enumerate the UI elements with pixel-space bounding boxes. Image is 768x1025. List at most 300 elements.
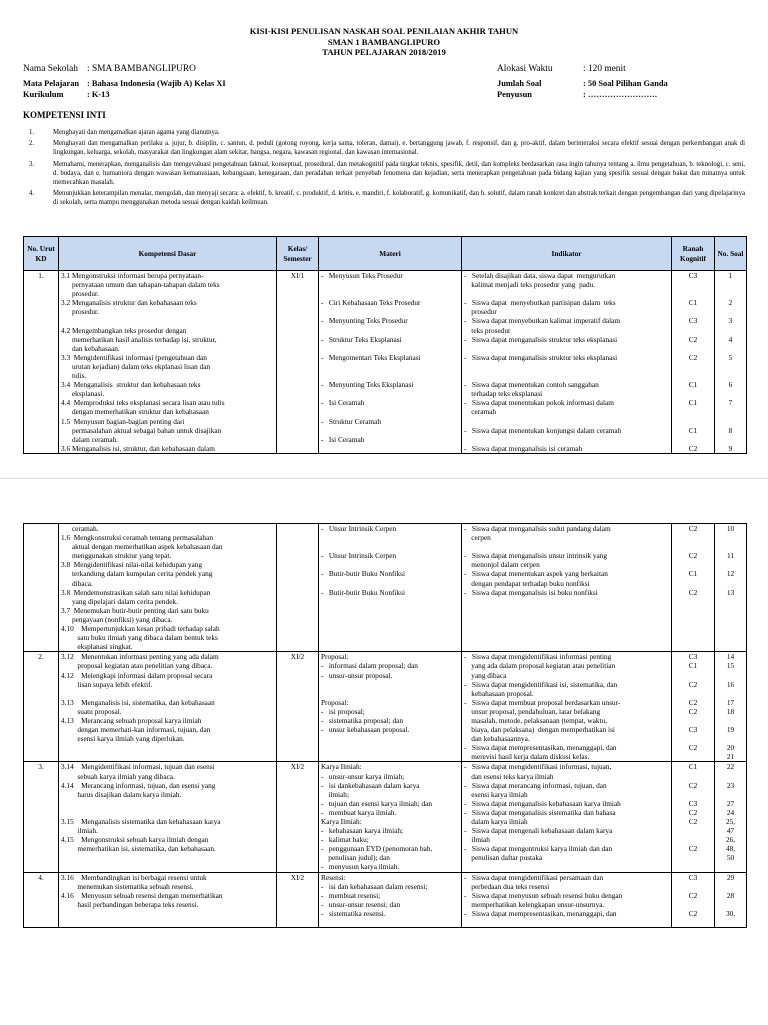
ki-item: 4. Menunjukkan keterampilan menalar, mengolah, dan menyaji secara: a. efektif, b. kreatif, c. produktif, d. kritis, e. mandiri, f. kolaboratif, g. komunikatif, dan h. solutif, dalam ranah konkret dan abstrak terkait dengan pengembangan dari yang dipelajarinya di sekolah, serta mampu menggunakan metoda sesuai dengan kaidah keilmuan. (29, 190, 745, 207)
table2-body (24, 524, 747, 928)
cell-line: - Siswa dapat menganalisis isi ceramah (464, 443, 583, 453)
cell-line: 13 (726, 587, 735, 597)
mapel-label: Mata Pelajaran (23, 78, 80, 88)
cell-line: - Unsur Intrinsik Cerpen (321, 551, 397, 561)
table-row (24, 762, 747, 872)
cell-line: ilmiah (464, 835, 490, 845)
cell-line (464, 344, 669, 353)
cell-line: - unsur-unsur resensi; dan (321, 899, 401, 909)
col-no: No. Urut KD (24, 237, 59, 271)
cell-line: 25, (725, 817, 736, 826)
sekolah-label: Nama Sekolah (23, 64, 78, 74)
kisi-table-page2 (23, 523, 747, 928)
cell-line: 11 (726, 551, 735, 561)
meta-right (497, 64, 668, 100)
table-header-row (24, 237, 747, 271)
kurikulum-value: : K-13 (87, 89, 110, 99)
cell-line: 3.4 Menganalisis struktur dan kebahasaan teks (61, 380, 201, 390)
cell-line (674, 407, 712, 416)
cell-line: - Siswa dapat menyebutkan partisipan dalam teks (464, 298, 616, 308)
cell-line (717, 280, 744, 289)
cell-line (674, 615, 712, 624)
col-kd: Kompetensi Dasar (59, 237, 277, 271)
cell-line: 21 (726, 752, 735, 762)
cell-line (674, 826, 712, 835)
cell-line: 14 (726, 652, 735, 662)
cell-line: 16 (726, 679, 735, 689)
cell-line: prosedur. (61, 289, 99, 299)
cell-line: kalimat menjadi teks prosedur yang padu. (464, 280, 596, 290)
cell-line: 17 (726, 697, 735, 707)
cell-line: C2 (688, 587, 698, 597)
cell-line: esensi karya ilmiah (464, 789, 528, 799)
cell-line (674, 790, 712, 799)
document-header (0, 26, 768, 58)
cell-line (321, 426, 459, 435)
cell-line: C2 (688, 817, 698, 826)
cell-line: 9 (728, 443, 733, 453)
cell-line: 7 (728, 398, 733, 408)
cell-line: Resensi: (321, 872, 346, 882)
cell-line: ilmiah; (321, 789, 349, 799)
cell-line: - membuat karya ilmiah. (321, 807, 397, 817)
cell-line: 20 (726, 743, 735, 753)
cell-kelas (277, 524, 319, 652)
cell-kd (59, 271, 277, 454)
cell-line: terkandung dalam kumpulan cerita pendek yang (61, 569, 213, 579)
cell-line: - Butir-butir Buku Nonfiksi (321, 569, 405, 579)
cell-kelas (277, 762, 319, 872)
col-kelas: Kelas/ Semester (277, 237, 319, 271)
cell-line: C2 (688, 551, 698, 561)
cell-line (464, 289, 669, 298)
penyusun-label: Penyusun (497, 89, 532, 99)
cell-line (321, 371, 459, 380)
cell-line: yang dipelajari dalam cerita pendek. (61, 596, 178, 606)
cell-line: C1 (688, 661, 698, 671)
cell-line (464, 417, 669, 426)
cell-line (717, 862, 744, 871)
cell-line (321, 624, 459, 633)
cell-line: 10 (726, 524, 735, 533)
cell-line (464, 633, 669, 642)
table-row (24, 652, 747, 762)
cell-materi (319, 872, 462, 928)
cell-line: - unsur-unsur proposal. (321, 670, 393, 680)
cell-line (321, 734, 459, 743)
cell-line (464, 435, 669, 444)
cell-line: 28 (726, 890, 735, 900)
cell-line (61, 862, 274, 871)
cell-line: 3.14 Mengidentifikasi informasi, tujuan dan esensi (61, 762, 215, 772)
cell-line (61, 689, 274, 698)
cell-nosoal (715, 762, 747, 872)
cell-line: 3.12 Menentukan informasi penting yang ada dalam (61, 652, 219, 662)
ki-title: KOMPETENSI INTI (23, 110, 106, 120)
cell-line (674, 835, 712, 844)
cell-line (464, 371, 669, 380)
cell-nosoal (715, 524, 747, 652)
cell-line (674, 289, 712, 298)
cell-indikator (462, 652, 672, 762)
cell-kd (59, 524, 277, 652)
cell-line (61, 808, 274, 817)
cell-line (717, 918, 744, 927)
cell-line: 3.13 Menganalisis isi, sistematika, dan kebahasaan (61, 697, 215, 707)
cell-line (464, 642, 669, 651)
cell-line: yang dibaca (464, 670, 507, 680)
year-title: TAHUN PELAJARAN 2018/2019 (322, 47, 446, 58)
cell-line: - Siswa dapat mengidentifikasi persamaan dan (464, 872, 604, 882)
mapel-value: : Bahasa Indonesia (Wajib A) Kelas XI (87, 78, 226, 88)
col-indikator: Indikator (462, 237, 672, 271)
cell-line: - Menyunting Teks Eksplanasi (321, 380, 414, 390)
cell-line (674, 579, 712, 588)
cell-line: C2 (688, 780, 698, 790)
sekolah-value: : SMA BAMBANGLIPURO (87, 64, 196, 74)
cell-line: dalam ceramah. (61, 434, 119, 444)
cell-line: 23 (726, 780, 735, 790)
cell-line: - isi dan kebahasaan dalam resensi; (321, 881, 428, 891)
cell-line: - Siswa dapat menentukan aspek yang berkaitan (464, 569, 608, 579)
cell-line: C2 (688, 807, 698, 817)
meta-left (23, 64, 226, 100)
cell-line (674, 853, 712, 862)
cell-line: pengayaan (nonfiksi) yang dibaca. (61, 614, 173, 624)
cell-line (674, 671, 712, 680)
cell-line: 3.7 Menemukan butir-butir penting dari satu buku (61, 605, 209, 615)
cell-line (321, 280, 459, 289)
cell-line: 2 (728, 298, 733, 308)
cell-line: 4.12 Melengkapi informasi dalam proposal secara (61, 670, 213, 680)
cell-line (717, 671, 744, 680)
cell-line (717, 642, 744, 651)
cell-line: C2 (688, 908, 698, 918)
cell-line: C2 (688, 334, 698, 344)
cell-line: C1 (688, 298, 698, 308)
cell-line: 48, (725, 844, 736, 854)
cell-ranah (672, 524, 715, 652)
cell-line: prosedur. (61, 307, 99, 317)
cell-line: - kalimat baku; (321, 835, 369, 845)
cell-line: C2 (688, 890, 698, 900)
cell-line: memperhatikan kelengkapan unsur-unsurnya. (464, 899, 605, 909)
cell-line (674, 307, 712, 316)
cell-line: menggunakan struktur yang tepat. (61, 551, 172, 561)
cell-kelas (277, 872, 319, 928)
waktu-value: : 120 menit (583, 64, 626, 74)
cell-line: - Struktur Teks Eksplanasi (321, 334, 402, 344)
cell-line: memerhatikan isi, sistematika, dan kebahasaan. (61, 844, 216, 854)
cell-line (717, 533, 744, 542)
cell-line: Proposal: (321, 652, 349, 662)
cell-line: merevisi hasil kerja dalam diskusi kelas. (464, 752, 590, 762)
cell-line: - Siswa dapat mempresentasikan, menanggapi, dan (464, 908, 617, 918)
cell-kelas: XI/1 (277, 271, 319, 454)
cell-line: C3 (688, 725, 698, 735)
cell-line: 26, (725, 835, 736, 845)
cell-line: menonjol dalam cerpen (464, 560, 540, 570)
cell-line: satu buku ilmiah yang dibaca dalam bentuk teks (61, 633, 218, 643)
cell-line: esensi karya ilmiah yang diperlukan. (61, 734, 185, 744)
cell-line (464, 597, 669, 606)
cell-line (717, 734, 744, 743)
cell-line: - Menyusun Teks Prosedur (321, 271, 403, 280)
cell-line: - Siswa dapat mengidentifikasi informasi, tujuan, (464, 762, 612, 772)
cell-line (717, 560, 744, 569)
cell-line: - Siswa dapat menentukan konjungsi dalam ceramah (464, 425, 622, 435)
cell-no (24, 762, 59, 872)
cell-line: - Siswa dapat menganalisis struktur teks eksplanasi (464, 352, 618, 362)
cell-line: masalah, metode, pelaksanaan (tempat, waktu, (464, 715, 608, 725)
cell-line: prosedur (464, 307, 497, 317)
cell-line: - Siswa dapat menganalisis sistematika dan bahasa (464, 807, 616, 817)
cell-line: 1.5 Menyusun bagian-bagian penting dari (61, 416, 185, 426)
cell-kd (59, 872, 277, 928)
cell-line: 4. (38, 872, 44, 882)
cell-materi (319, 762, 462, 872)
cell-line (321, 579, 459, 588)
cell-line: - isi dankebahasaan dalam karya (321, 780, 420, 790)
cell-line: C2 (688, 679, 698, 689)
cell-line: - Unsur Intrinsik Cerpen (321, 524, 397, 533)
cell-line: 3.16 Membandingkan isi berbagai resensi untuk (61, 872, 207, 882)
cell-line: penulisan judul); dan (321, 853, 390, 863)
cell-line: 6 (728, 380, 733, 390)
cell-no (24, 872, 59, 928)
cell-line (321, 752, 459, 761)
cell-line (717, 882, 744, 891)
cell-line: penulisan daftar pustaka (464, 853, 543, 863)
cell-line: - Isi Ceramah (321, 398, 365, 408)
cell-indikator (462, 524, 672, 652)
cell-line: C2 (688, 524, 698, 533)
cell-line (61, 853, 274, 862)
cell-line: 24 (726, 807, 735, 817)
cell-line (321, 680, 459, 689)
cell-line (321, 606, 459, 615)
cell-line (674, 435, 712, 444)
cell-line: - Siswa dapat mengidentifikasi isi, sistematika, dan (464, 679, 618, 689)
cell-line: - Setelah disajikan data, siswa dapat mengurutkan (464, 271, 616, 280)
cell-line (674, 371, 712, 380)
cell-line (717, 371, 744, 380)
cell-line: - Siswa dapat menganalisis kebahasaan karya ilmiah (464, 798, 621, 808)
cell-line (61, 799, 274, 808)
cell-line: 3.8 Mengidentifikasi nilai-nilai kehidupan yang (61, 560, 203, 570)
cell-line (321, 362, 459, 371)
cell-line (674, 642, 712, 651)
cell-line: 19 (726, 725, 735, 735)
cell-ranah (672, 872, 715, 928)
cell-line: - Siswa dapat mengenali kebahasaan dalam karya (464, 826, 613, 836)
cell-line (321, 615, 459, 624)
cell-line (717, 362, 744, 371)
document-page-2 (0, 478, 768, 1025)
cell-line (717, 307, 744, 316)
cell-line (674, 624, 712, 633)
col-ranah: Ranah Kognitif (672, 237, 715, 271)
cell-line (321, 326, 459, 335)
cell-line: - Siswa dapat mengidentifikasi informasi penting (464, 652, 612, 662)
cell-line: dibaca. (61, 578, 93, 588)
cell-line: XI/2 (290, 652, 305, 662)
cell-line: 15 (726, 661, 735, 671)
cell-line: - membuat resensi; (321, 890, 381, 900)
cell-line: harus disajikan dalam karya ilmiah. (61, 789, 182, 799)
cell-line (61, 752, 274, 761)
cell-line: - Isi Ceramah (321, 434, 365, 444)
kurikulum-label: Kurikulum (23, 89, 64, 99)
cell-line (717, 344, 744, 353)
cell-line: - menyusun karya ilmiah. (321, 862, 400, 872)
cell-line (717, 716, 744, 725)
cell-line: C2 (688, 743, 698, 753)
cell-line (674, 689, 712, 698)
cell-line: C1 (688, 425, 698, 435)
cell-line: - unsur kebahasaan proposal. (321, 725, 410, 735)
cell-line: ceramah. (61, 524, 99, 533)
cell-line: eksplanasi. (61, 389, 105, 399)
cell-line (464, 624, 669, 633)
cell-line (717, 900, 744, 909)
cell-line: - penggunaan EYD (penomoran bab, (321, 844, 433, 854)
cell-line (674, 633, 712, 642)
cell-line: 22 (726, 762, 735, 772)
col-materi: Materi (319, 237, 462, 271)
cell-line (674, 542, 712, 551)
cell-line: - Menyunting Teks Prosedur (321, 316, 408, 326)
cell-materi (319, 652, 462, 762)
cell-no (24, 652, 59, 762)
cell-line: 1.6 Mengkonstruksi ceramah tentang permasalahan (61, 533, 213, 543)
cell-line: permasalahan aktual sebagai bahan untuk disajikan (61, 425, 222, 435)
cell-line (674, 716, 712, 725)
cell-line (464, 862, 669, 871)
cell-line: - Siswa dapat mengontruksi karya ilmiah dan dan (464, 844, 613, 854)
kisi-table-page1 (23, 236, 747, 454)
cell-line: 3.15 Menganalisis sistematika dan kebahasaan karya (61, 817, 221, 826)
waktu-label: Alokasi Waktu (497, 64, 553, 74)
cell-line (717, 597, 744, 606)
cell-line: - Siswa dapat menganalisis isi buku nonfiksi (464, 587, 598, 597)
cell-ranah (672, 271, 715, 454)
cell-line: dengan memerhati-kan informasi, tujuan, dan (61, 725, 211, 735)
cell-line (717, 389, 744, 398)
cell-line: C2 (688, 352, 698, 362)
school-title: SMAN 1 BAMBANGLIPURO (327, 36, 441, 47)
cell-line (674, 389, 712, 398)
cell-line (717, 615, 744, 624)
cell-line: - isi proposal; (321, 706, 365, 716)
cell-line (674, 560, 712, 569)
cell-line: unsur proposal, pendahuluan, latar belakang (464, 706, 601, 716)
cell-line: menemukan sistematika sebuah resensi. (61, 881, 194, 891)
cell-line (321, 642, 459, 651)
cell-line (321, 689, 459, 698)
table-row (24, 872, 747, 928)
cell-nosoal (715, 271, 747, 454)
cell-line: dengan pendapat terhadap buku nonfiksi (464, 578, 590, 588)
cell-line: ceramah (464, 407, 497, 417)
cell-line (26, 524, 56, 533)
cell-line: C1 (688, 762, 698, 772)
cell-line: lisan supaya lebih efektif. (61, 679, 153, 689)
cell-line: C3 (688, 872, 698, 882)
cell-line (674, 606, 712, 615)
cell-line: teks prosedur (464, 325, 511, 335)
cell-indikator (462, 271, 672, 454)
cell-line: 4.15 Mengonstruksi sebuah karya ilmiah dengan (61, 835, 209, 845)
cell-line (321, 307, 459, 316)
cell-line (321, 344, 459, 353)
cell-line (61, 316, 274, 325)
cell-line: sebuah karya ilmiah yang dibaca. (61, 771, 175, 781)
cell-line: 4.10 Mempertunjukkan kesan pribadi terhadap salah (61, 624, 220, 634)
cell-line: 2. (38, 652, 44, 662)
cell-line: 3.3 Mengidentifikasi informasi (pengetahuan dan (61, 352, 207, 362)
cell-line: 4.4 Memproduksi teks eksplanasi secara lisan atau tulis (61, 398, 225, 408)
cell-line: 3. (38, 762, 44, 772)
cell-line: suatu proposal. (61, 706, 122, 716)
cell-line (674, 772, 712, 781)
cell-line (717, 606, 744, 615)
cell-line (321, 633, 459, 642)
cell-line: - Siswa dapat mempresentasikan, menanggapi, dan (464, 743, 617, 753)
soal-label: Jumlah Soal (497, 78, 542, 88)
cell-line (464, 918, 669, 927)
cell-line (674, 533, 712, 542)
cell-line: Proposal: (321, 697, 349, 707)
cell-line: - Siswa dapat menentukan pokok informasi dalam (464, 398, 614, 408)
cell-materi (319, 524, 462, 652)
cell-line: 3.1 Mengonstruksi informasi berupa pernyataan- (61, 271, 204, 280)
cell-line (717, 689, 744, 698)
cell-line: 1 (728, 271, 733, 280)
cell-line (717, 542, 744, 551)
ki-list (23, 128, 745, 210)
cell-line: - tujuan dan esensi karya ilmiah; dan (321, 798, 433, 808)
cell-no: 1. (24, 271, 59, 454)
cell-line: yang ada dalam proposal kegiatan atau penelitian (464, 661, 616, 671)
cell-line: 29 (726, 872, 735, 882)
cell-line: 4.2 Mengembangkan teks prosedur dengan (61, 325, 187, 335)
cell-line (61, 909, 274, 918)
cell-line: - Siswa dapat membuat proposal berdasarkan unsur- (464, 697, 621, 707)
cell-line (674, 900, 712, 909)
cell-line (717, 772, 744, 781)
cell-indikator (462, 762, 672, 872)
cell-line (61, 743, 274, 752)
cell-line: terhadap teks eksplanasi (464, 389, 543, 399)
cell-line: proposal kegiatan atau penelitian yang dibaca. (61, 661, 213, 671)
cell-line: 12 (726, 569, 735, 579)
cell-line (464, 542, 669, 551)
cell-materi (319, 271, 462, 454)
cell-line: - sistematika proposal; dan (321, 715, 404, 725)
cell-line: 27 (726, 798, 735, 808)
table-row (24, 271, 747, 454)
cell-line: - Siswa dapat menganalisis unsur intrinsik yang (464, 551, 608, 561)
cell-line (717, 790, 744, 799)
cell-line (717, 579, 744, 588)
cell-line (674, 862, 712, 871)
cell-line: memerhatikan hasil analisis terhadap isi, struktur, (61, 334, 217, 344)
col-nosoal: No. Soal (715, 237, 747, 271)
cell-line: - Butir-butir Buku Nonfiksi (321, 587, 405, 597)
cell-line: 50 (726, 853, 735, 863)
cell-line (674, 362, 712, 371)
